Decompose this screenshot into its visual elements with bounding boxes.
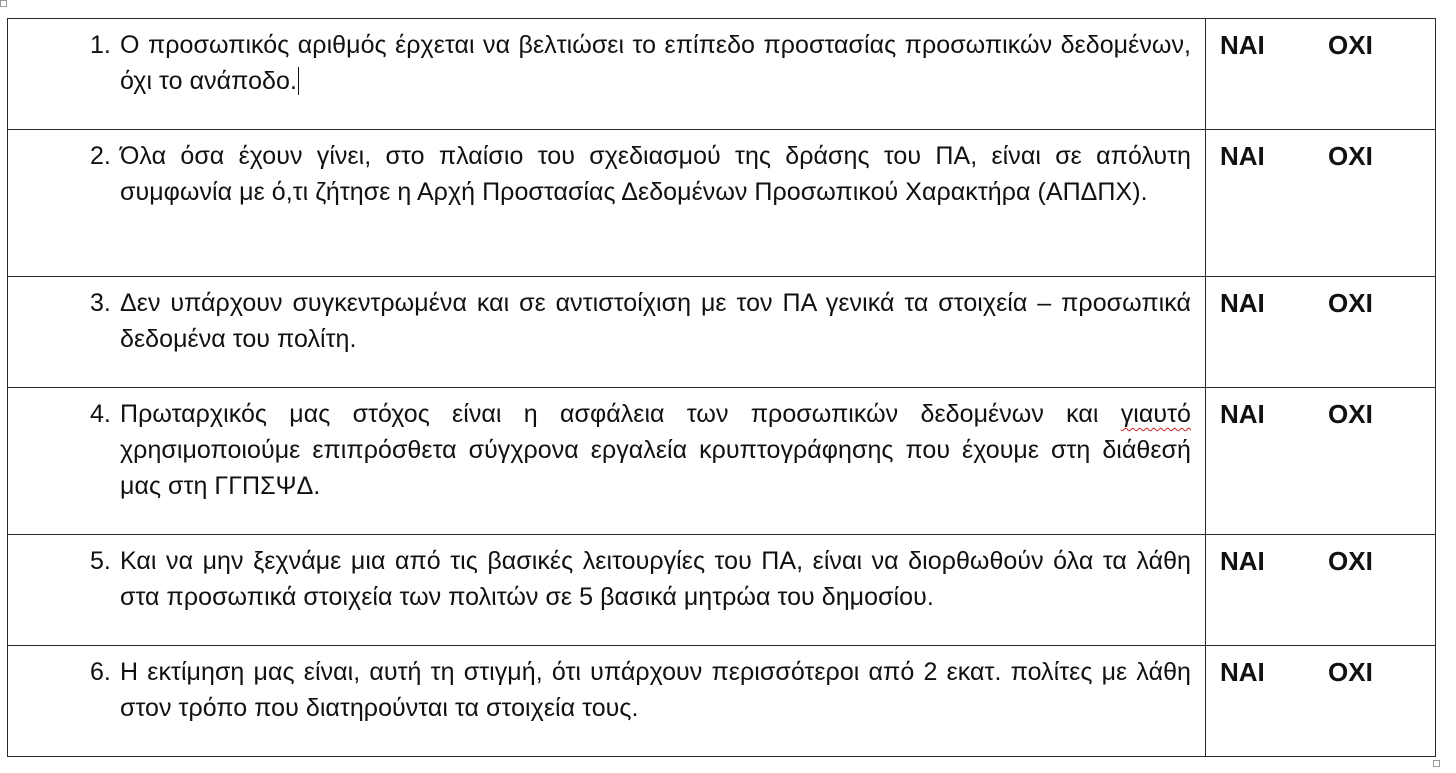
spellcheck-flagged-word[interactable]: γιαυτό [1120,400,1191,428]
table-resize-handle[interactable] [1433,760,1440,767]
table-row [8,277,1436,388]
table-row [8,388,1436,535]
question-cell[interactable] [8,646,1206,757]
page-corner-marker [0,0,7,7]
answer-cell[interactable] [1206,277,1436,388]
question-number: 6. [90,658,111,686]
text-cursor [298,67,299,95]
answer-no[interactable]: ΟΧΙ [1328,288,1373,318]
answer-cell[interactable] [1206,130,1436,277]
answer-yes[interactable]: ΝΑΙ [1220,546,1265,576]
answer-no[interactable]: ΟΧΙ [1328,657,1373,687]
table-row [8,646,1436,757]
table-row [8,535,1436,646]
question-number: 2. [90,142,111,170]
question-number: 1. [90,31,111,59]
question-text[interactable]: Ο προσωπικός αριθμός έρχεται να βελτιώσει το επίπεδο προστασίας προσωπικών δεδομένων, όχι το ανάποδο. [120,31,1191,95]
answer-no[interactable]: ΟΧΙ [1328,30,1373,60]
question-text[interactable]: Και να μην ξεχνάμε μια από τις βασικές λειτουργίες του ΠΑ, είναι να διορθωθούν όλα τα λάθη στα προσωπικά στοιχεία των πολιτών σε 5 βασικά μητρώα του δημοσίου. [120,547,1191,611]
table-row [8,130,1436,277]
answer-cell[interactable] [1206,646,1436,757]
answer-yes[interactable]: ΝΑΙ [1220,288,1265,318]
answer-no[interactable]: ΟΧΙ [1328,546,1373,576]
question-number: 5. [90,547,111,575]
answer-no[interactable]: ΟΧΙ [1328,141,1373,171]
table-row [8,19,1436,130]
question-number: 3. [90,289,111,317]
question-number: 4. [90,400,111,428]
answer-yes[interactable]: ΝΑΙ [1220,657,1265,687]
answer-yes[interactable]: ΝΑΙ [1220,141,1265,171]
answer-cell[interactable] [1206,388,1436,535]
question-cell[interactable] [8,388,1206,535]
question-cell[interactable] [8,19,1206,130]
question-text[interactable]: Δεν υπάρχουν συγκεντρωμένα και σε αντιστοίχιση με τον ΠΑ γενικά τα στοιχεία – προσωπικά δεδομένα του πολίτη. [120,289,1191,353]
answer-yes[interactable]: ΝΑΙ [1220,399,1265,429]
question-text[interactable]: Όλα όσα έχουν γίνει, στο πλαίσιο του σχεδιασμού της δράσης του ΠΑ, είναι σε απόλυτη συμφωνία με ό,τι ζήτησε η Αρχή Προστασίας Δεδομένων Προσωπικού Χαρακτήρα (ΑΠΔΠΧ). [120,142,1191,206]
question-cell[interactable] [8,130,1206,277]
true-false-table [7,18,1436,757]
question-text[interactable]: Η εκτίμηση μας είναι, αυτή τη στιγμή, ότι υπάρχουν περισσότεροι από 2 εκατ. πολίτες με λάθη στον τρόπο που διατηρούνται τα στοιχεία τους. [120,658,1191,722]
question-cell[interactable] [8,535,1206,646]
answer-no[interactable]: ΟΧΙ [1328,399,1373,429]
question-text[interactable]: Πρωταρχικός μας στόχος είναι η ασφάλεια των προσωπικών δεδομένων και γιαυτό χρησιμοποιούμε επιπρόσθετα σύγχρονα εργαλεία κρυπτογράφησης που έχουμε στη διάθεσή μας στη ΓΓΠΣΨΔ. [120,400,1191,500]
answer-yes[interactable]: ΝΑΙ [1220,30,1265,60]
answer-cell[interactable] [1206,535,1436,646]
question-cell[interactable] [8,277,1206,388]
answer-cell[interactable] [1206,19,1436,130]
